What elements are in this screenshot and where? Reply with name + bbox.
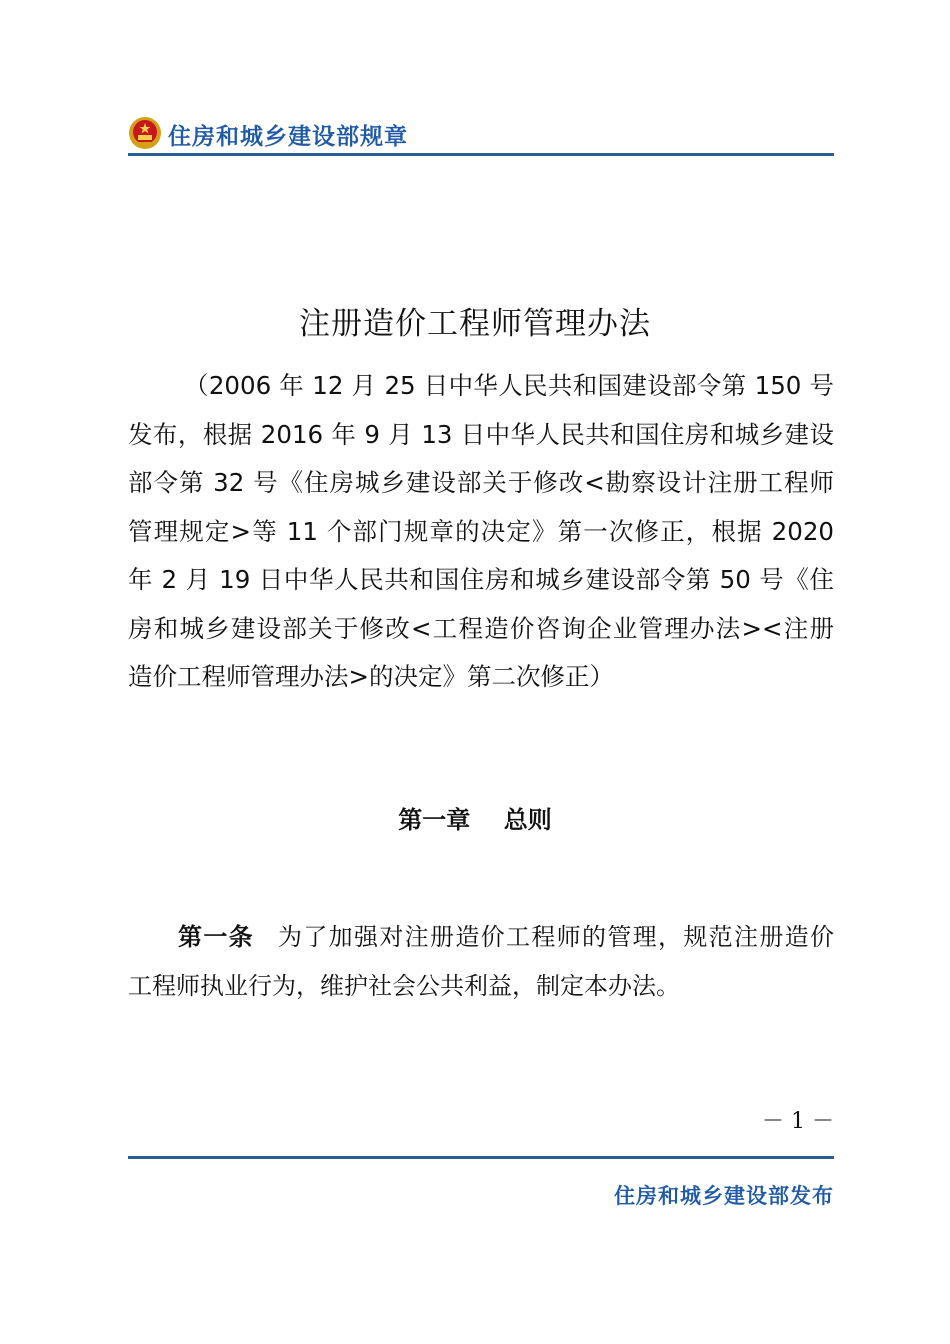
preamble-line: 年 2 月 19 日中华人民共和国住房和城乡建设部令第 50 号《住: [128, 565, 834, 594]
document-title: 注册造价工程师管理办法: [299, 306, 651, 342]
document-preamble: [128, 362, 834, 702]
preamble-line: 造价工程师管理办法>的决定》第二次修正）: [128, 662, 615, 691]
footer-publisher: 住房和城乡建设部发布: [614, 1184, 834, 1208]
article-line: [128, 913, 834, 962]
header-title: 住房和城乡建设部规章: [168, 124, 408, 150]
article-line: 工程师执业行为，维护社会公共利益，制定本办法。: [128, 972, 680, 1000]
preamble-line: 部令第 32 号《住房城乡建设部关于修改<勘察设计注册工程师: [128, 468, 834, 497]
footer-divider: [128, 1156, 834, 1159]
article-1: [128, 913, 834, 1011]
preamble-line: 管理规定>等 11 个部门规章的决定》第一次修正，根据 2020: [128, 516, 834, 546]
preamble-line: （2006 年 12 月 25 日中华人民共和国建设部令第 150 号: [184, 371, 834, 400]
page-header: [128, 112, 834, 158]
article-text: 为了加强对注册造价工程师的管理，规范注册造价: [278, 923, 834, 951]
preamble-line: 发布，根据 2016 年 9 月 13 日中华人民共和国住房和城乡建设: [128, 419, 834, 449]
chapter-heading: 第一章 总则: [398, 806, 552, 834]
article-label: 第一条: [178, 923, 254, 951]
preamble-line: 房和城乡建设部关于修改<工程造价咨询企业管理办法><注册: [128, 613, 834, 643]
page-number: － 1 －: [762, 1109, 834, 1134]
header-divider: [128, 153, 834, 156]
national-emblem-icon: [128, 116, 162, 150]
